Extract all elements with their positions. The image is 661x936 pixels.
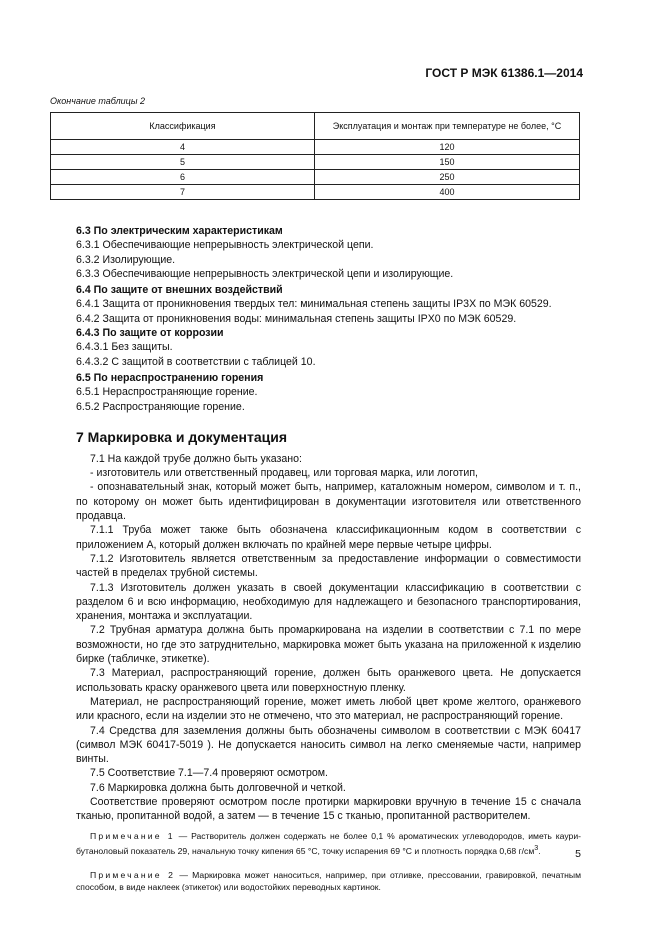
clause-7-2: 7.2 Трубная арматура должна быть промаркирована на изделии в соответствии с 7.1 по мере возможности, но где это затруднительно, маркировка может быть указана на приложенной к изделию бирке (табличке, этикетке). bbox=[76, 624, 581, 666]
section-heading-6-3: 6.3 По электрическим характеристикам bbox=[76, 225, 283, 237]
section-heading-6-4: 6.4 По защите от внешних воздействий bbox=[76, 284, 283, 297]
clause-7-6-continued: Соответствие проверяют осмотром после протирки маркировки вручную в течение 15 с сначала тканью, пропитанной водой, а затем — в течение 15 с тканью, пропитанной растворителем. bbox=[76, 795, 581, 823]
note-1-text: — Растворитель должен содержать не более 0,1 % ароматических углеводородов, иметь каури-бутаноловый показатель 29, начальную точку кипения 65 °С, точку испарения 69 °С и плотность порядка 0,68 г/см bbox=[76, 830, 582, 856]
document-body bbox=[76, 222, 581, 894]
table-cell: 6 bbox=[51, 170, 315, 185]
clause-7-1-2: 7.1.2 Изготовитель является ответственным за предоставление информации о совместимости частей в пределах трубной системы. bbox=[76, 552, 581, 580]
table-row bbox=[51, 155, 580, 170]
clause-6-4-2: 6.4.2 Защита от проникновения воды: минимальная степень защиты IPX0 по МЭК 60529. bbox=[76, 312, 517, 325]
note-1-end: . bbox=[538, 845, 541, 856]
temperature-table bbox=[50, 112, 580, 200]
clause-7-6: 7.6 Маркировка должна быть долговечной и четкой. bbox=[90, 781, 346, 794]
clause-6-5-2: 6.5.2 Распространяющие горение. bbox=[76, 400, 245, 413]
section-heading-6-4-3: 6.4.3 По защите от коррозии bbox=[76, 327, 224, 340]
clause-7-4: 7.4 Средства для заземления должны быть обозначены символом в соответствии с МЭК 60417 (символ МЭК 60417-5019 ). Не допускается наносить символ на легко сменяемые части, например винты. bbox=[76, 724, 581, 766]
clause-7-1-3: 7.1.3 Изготовитель должен указать в своей документации классификацию в соответствии с разделом 6 и всю информацию, необходимую для надлежащего и безопасного транспортирования, хранения, монтажа и эксплуатации. bbox=[76, 581, 581, 623]
table-row bbox=[51, 185, 580, 200]
table-row bbox=[51, 170, 580, 185]
table-cell: 120 bbox=[315, 140, 580, 155]
note-1-superscript: 3 bbox=[534, 843, 539, 852]
table-cell: 4 bbox=[51, 140, 315, 155]
table-row bbox=[51, 140, 580, 155]
clause-6-5-1: 6.5.1 Нераспространяющие горение. bbox=[76, 386, 258, 399]
table-cell: 5 bbox=[51, 155, 315, 170]
clause-6-4-3-2: 6.4.3.2 С защитой в соответствии с таблицей 10. bbox=[76, 355, 316, 368]
clause-7-3: 7.3 Материал, распространяющий горение, должен быть оранжевого цвета. Не допускается использовать краску оранжевого цвета или поверхностную пленку. bbox=[76, 667, 581, 694]
list-item-identification: - опознавательный знак, который может быть, например, каталожным номером, символом и т. п., по которому он может быть идентифицирован в документации изготовителя или ответственного продавца. bbox=[76, 481, 581, 523]
clause-6-4-1: 6.4.1 Защита от проникновения твердых тел: минимальная степень защиты IP3X по МЭК 60529. bbox=[76, 298, 552, 311]
clause-7-3-continued: Материал, не распространяющий горение, может иметь любой цвет кроме желтого, оранжевого или красного, если на изделии это не отмечено, что это материал, не распространяющий горение. bbox=[76, 695, 581, 723]
clause-7-1: 7.1 На каждой трубе должно быть указано: bbox=[90, 452, 302, 465]
note-1 bbox=[76, 830, 581, 857]
list-item-manufacturer: - изготовитель или ответственный продавец, или торговая марка, или логотип, bbox=[90, 467, 478, 480]
table-caption: Окончание таблицы 2 bbox=[50, 96, 145, 106]
note-1-label: Примечание 1 bbox=[90, 830, 175, 841]
clause-7-5: 7.5 Соответствие 7.1—7.4 проверяют осмотром. bbox=[90, 767, 328, 780]
standard-header: ГОСТ Р МЭК 61386.1—2014 bbox=[425, 66, 583, 80]
table-header-row bbox=[51, 113, 580, 140]
section-heading-7: 7 Маркировка и документация bbox=[76, 428, 288, 445]
clause-7-1-1: 7.1.1 Труба может также быть обозначена классификационным кодом в соответствии с приложением А, который должен включать по крайней мере первые четыре цифры. bbox=[76, 524, 581, 551]
column-header-temperature: Эксплуатация и монтаж при температуре не более, °С bbox=[315, 113, 580, 140]
table-cell: 7 bbox=[51, 185, 315, 200]
column-header-classification: Классификация bbox=[51, 113, 315, 140]
table-cell: 150 bbox=[315, 155, 580, 170]
section-heading-6-5: 6.5 По нераспространению горения bbox=[76, 371, 264, 384]
note-2 bbox=[76, 869, 581, 894]
table-cell: 250 bbox=[315, 170, 580, 185]
note-2-text: — Маркировка может наноситься, например, при отливке, прессовании, гравировкой, печатным способом, в виде наклеек (этикеток) или водостойких переводных картинок. bbox=[76, 870, 582, 893]
clause-6-3-3: 6.3.3 Обеспечивающие непрерывность электрической цепи и изолирующие. bbox=[76, 267, 454, 280]
note-2-label: Примечание 2 bbox=[90, 870, 176, 881]
clause-6-3-1: 6.3.1 Обеспечивающие непрерывность электрической цепи. bbox=[76, 239, 374, 252]
table-cell: 400 bbox=[315, 185, 580, 200]
page-number: 5 bbox=[575, 848, 581, 860]
clause-6-4-3-1: 6.4.3.1 Без защиты. bbox=[76, 341, 173, 354]
clause-6-3-2: 6.3.2 Изолирующие. bbox=[76, 253, 176, 266]
